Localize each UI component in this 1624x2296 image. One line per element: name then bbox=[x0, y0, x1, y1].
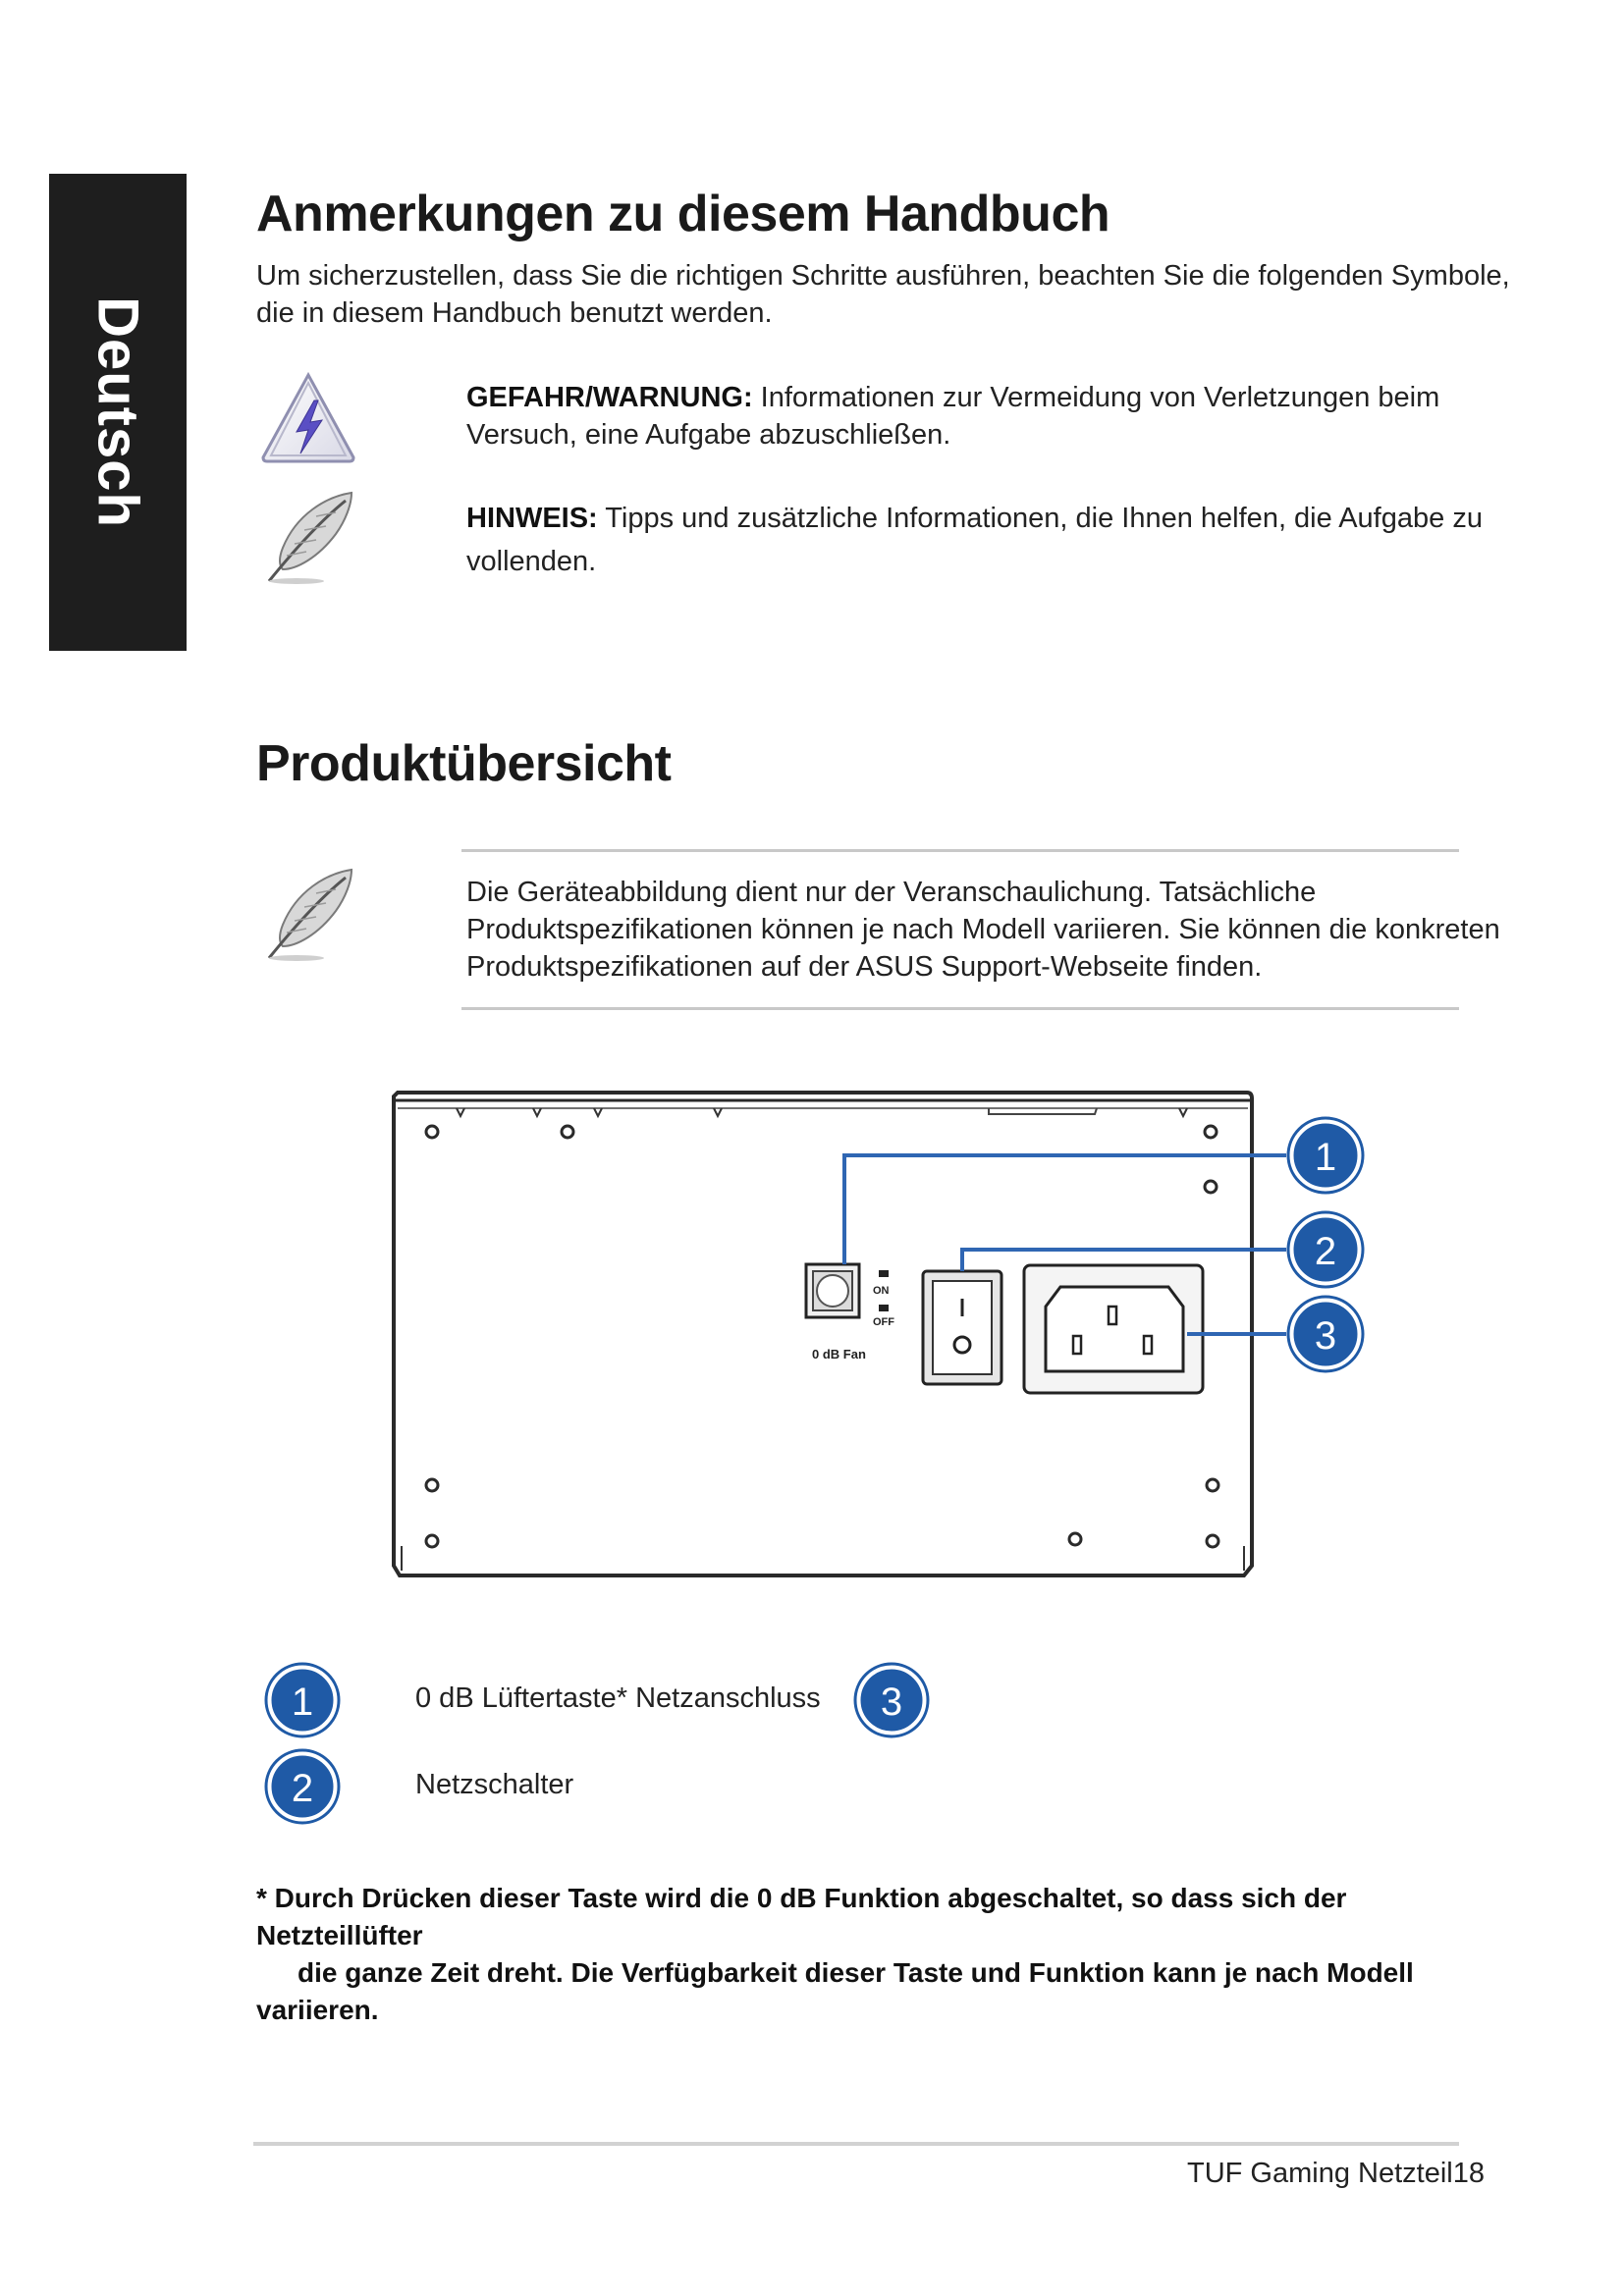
footnote bbox=[256, 1880, 1474, 2029]
illustration-note-line1: Die Geräteabbildung dient nur der Veranschaulichung. Tatsächliche bbox=[466, 877, 1317, 908]
language-tab bbox=[49, 174, 187, 651]
footer-page-label: TUF Gaming Netzteil18 bbox=[1187, 2158, 1485, 2189]
psu-rear-diagram bbox=[388, 1085, 1380, 1585]
illustration-note bbox=[466, 874, 1500, 986]
illustration-note-line2: Produktspezifikationen können je nach Modell variieren. Sie können die konkreten bbox=[466, 914, 1500, 945]
footer-rule bbox=[253, 2142, 1459, 2146]
hint-text-line1: Tipps und zusätzliche Informationen, die Ihnen helfen, die Aufgabe zu bbox=[597, 503, 1483, 534]
illustration-note-line3: Produktspezifikationen auf der ASUS Support-Webseite finden. bbox=[466, 951, 1263, 983]
fan-button-label: 0 dB Fan bbox=[812, 1347, 866, 1362]
switch-on-label: ON bbox=[873, 1285, 890, 1297]
legend-1-number: 1 bbox=[291, 1681, 314, 1724]
warning-label: GEFAHR/WARNUNG: bbox=[466, 382, 753, 413]
footnote-line1: * Durch Drücken dieser Taste wird die 0 dB Funktion abgeschaltet, so dass sich der Netzteillüfter bbox=[256, 1883, 1347, 1950]
legend-3-number: 3 bbox=[880, 1681, 903, 1724]
warning-text-line1: Informationen zur Vermeidung von Verletzungen beim bbox=[752, 382, 1440, 413]
power-switch bbox=[923, 1271, 1001, 1384]
footnote-line2: die ganze Zeit dreht. Die Verfügbarkeit dieser Taste und Funktion kann je nach Modell variieren. bbox=[256, 1957, 1414, 2025]
feather-note-icon bbox=[257, 487, 359, 589]
callout-3-number: 3 bbox=[1314, 1314, 1337, 1358]
notes-intro bbox=[256, 257, 1510, 332]
notes-intro-line1: Um sicherzustellen, dass Sie die richtigen Schritte ausführen, beachten Sie die folgenden Symbole, bbox=[256, 260, 1510, 292]
note-bottom-rule bbox=[461, 1007, 1459, 1010]
section-title-notes: Anmerkungen zu diesem Handbuch bbox=[256, 186, 1110, 242]
legend-2-label: Netzschalter bbox=[415, 1769, 574, 1800]
hint-text-line2: vollenden. bbox=[466, 546, 597, 577]
warning-note bbox=[466, 379, 1439, 454]
warning-triangle-icon bbox=[257, 369, 359, 467]
hint-note bbox=[466, 497, 1483, 583]
callout-2-number: 2 bbox=[1314, 1230, 1337, 1273]
hint-label: HINWEIS: bbox=[466, 503, 598, 534]
legend-callout-3 bbox=[852, 1661, 931, 1739]
switch-off-label: OFF bbox=[873, 1316, 894, 1328]
language-tab-label: Deutsch bbox=[85, 296, 150, 528]
callout-1-number: 1 bbox=[1314, 1136, 1337, 1179]
callout-2 bbox=[1288, 1212, 1363, 1287]
callout-3 bbox=[1288, 1297, 1363, 1371]
callout-1 bbox=[1288, 1118, 1363, 1193]
notes-intro-line2: die in diesem Handbuch benutzt werden. bbox=[256, 297, 773, 329]
ac-power-socket bbox=[1024, 1265, 1203, 1393]
legend-1-label: 0 dB Lüftertaste* Netzanschluss bbox=[415, 1682, 821, 1714]
legend-callout-2 bbox=[263, 1747, 342, 1826]
section-title-overview: Produktübersicht bbox=[256, 735, 672, 792]
warning-text-line2: Versuch, eine Aufgabe abzuschließen. bbox=[466, 419, 951, 451]
legend-2-number: 2 bbox=[291, 1767, 314, 1810]
feather-note-icon bbox=[257, 864, 359, 966]
note-top-rule bbox=[461, 849, 1459, 852]
legend-callout-1 bbox=[263, 1661, 342, 1739]
